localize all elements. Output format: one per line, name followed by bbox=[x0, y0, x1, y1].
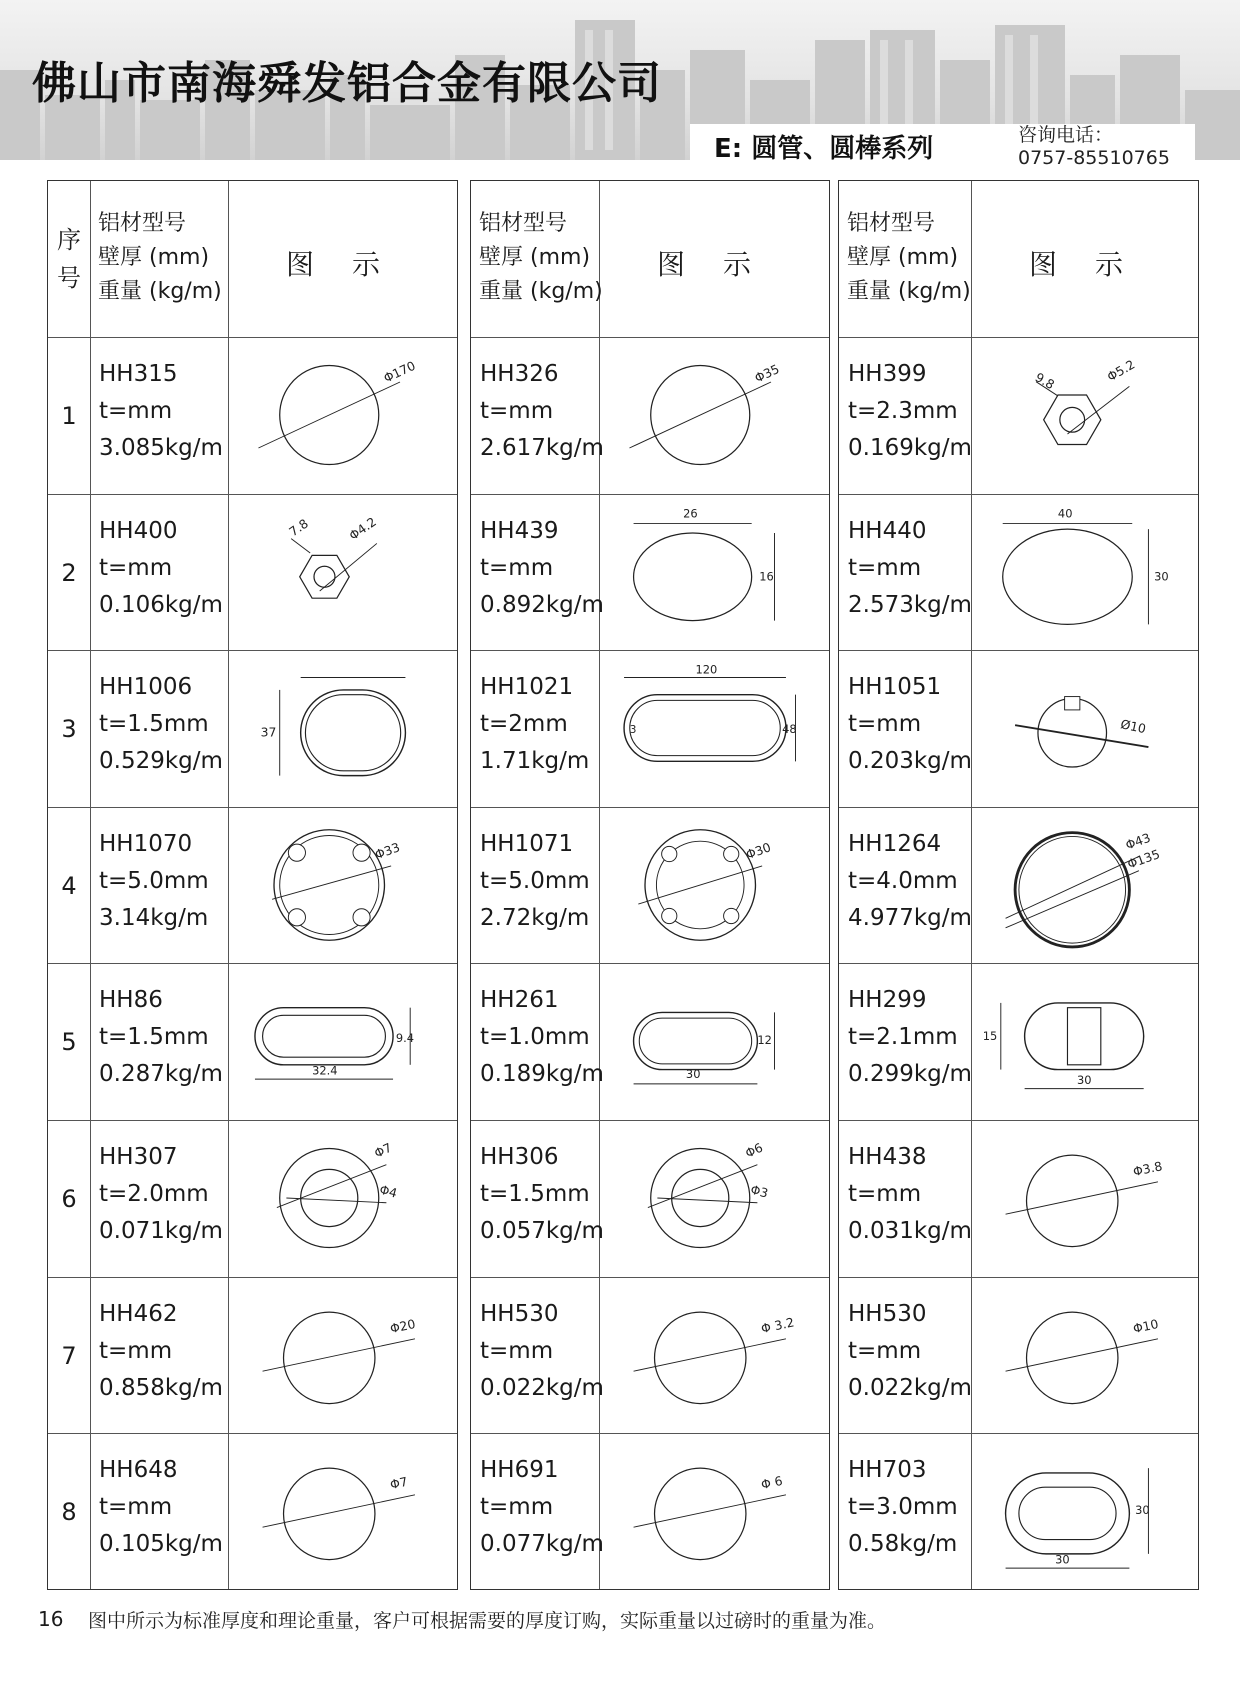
table-row bbox=[471, 495, 829, 652]
product-spec bbox=[848, 356, 972, 467]
product-spec bbox=[848, 982, 972, 1093]
dimension-label: 12 bbox=[757, 1033, 772, 1048]
wall-thickness: t=mm bbox=[480, 398, 554, 424]
profile-drawing bbox=[605, 810, 805, 960]
profile-drawing bbox=[977, 340, 1177, 490]
table-header-row bbox=[839, 181, 1198, 338]
product-spec bbox=[848, 1296, 972, 1407]
dimension-label: Φ10 bbox=[1131, 1316, 1160, 1336]
dimension-label: 120 bbox=[695, 662, 718, 677]
profile-drawing bbox=[977, 966, 1177, 1116]
table-header-row bbox=[471, 181, 829, 338]
wall-thickness: t=mm bbox=[99, 1494, 173, 1521]
dimension-label: Φ4 bbox=[377, 1182, 399, 1201]
product-model: HH299 bbox=[848, 987, 927, 1014]
contact-phone: 0757-85510765 bbox=[1018, 147, 1170, 169]
product-model: HH1051 bbox=[848, 674, 942, 701]
header-label: 铝材型号 bbox=[98, 211, 187, 236]
unit-weight: 0.203kg/m bbox=[848, 748, 972, 775]
unit-weight: 0.071kg/m bbox=[99, 1218, 223, 1244]
profile-drawing bbox=[234, 1123, 434, 1273]
table-row bbox=[48, 808, 457, 965]
profile-drawing bbox=[234, 810, 434, 960]
product-model: HH326 bbox=[480, 361, 559, 387]
dimension-label: 7.8 bbox=[286, 516, 311, 539]
profile-drawing bbox=[234, 340, 434, 490]
header-label: 壁厚 (mm) bbox=[98, 245, 210, 270]
table-row bbox=[839, 808, 1198, 965]
profile-drawing-icon bbox=[234, 1123, 434, 1273]
profile-drawing-icon bbox=[605, 340, 805, 490]
table-row bbox=[839, 651, 1198, 808]
table-row bbox=[471, 1434, 829, 1591]
wall-thickness: t=2.3mm bbox=[848, 398, 958, 424]
table-row bbox=[48, 1121, 457, 1278]
dimension-label: 40 bbox=[1057, 506, 1073, 521]
wall-thickness: t=2mm bbox=[480, 711, 568, 738]
product-model: HH438 bbox=[848, 1144, 927, 1170]
product-table-panel bbox=[47, 180, 458, 1590]
header-label: 铝材型号 bbox=[479, 211, 568, 236]
product-spec bbox=[848, 669, 972, 780]
wall-thickness: t=4.0mm bbox=[848, 867, 958, 894]
wall-thickness: t=mm bbox=[848, 711, 922, 738]
seq-header: 序 号 bbox=[57, 226, 81, 292]
product-spec bbox=[99, 826, 209, 937]
unit-weight: 1.71kg/m bbox=[480, 748, 590, 775]
profile-drawing-icon bbox=[605, 1280, 805, 1430]
unit-weight: 0.892kg/m bbox=[480, 591, 604, 618]
row-number: 5 bbox=[61, 1028, 77, 1057]
table-row bbox=[471, 1121, 829, 1278]
table-row bbox=[471, 651, 829, 808]
unit-weight: 3.085kg/m bbox=[99, 435, 223, 461]
product-model: HH703 bbox=[848, 1457, 927, 1484]
unit-weight: 2.573kg/m bbox=[848, 591, 972, 618]
profile-drawing-icon bbox=[234, 1436, 434, 1586]
product-spec bbox=[99, 1452, 223, 1563]
profile-drawing bbox=[605, 1436, 805, 1586]
wall-thickness: t=mm bbox=[99, 554, 173, 581]
profile-drawing bbox=[234, 653, 434, 803]
profile-drawing bbox=[234, 1436, 434, 1586]
dimension-label: 16 bbox=[759, 569, 774, 584]
dimension-label: Φ4.2 bbox=[346, 514, 379, 543]
dimension-label: Φ6 bbox=[743, 1140, 766, 1161]
product-spec bbox=[99, 1296, 223, 1407]
product-model: HH400 bbox=[99, 517, 178, 544]
dimension-label: 30 bbox=[1055, 1552, 1070, 1567]
table-header-row bbox=[48, 181, 457, 338]
profile-drawing-icon bbox=[234, 340, 434, 490]
header-label: 重量 (kg/m) bbox=[847, 279, 971, 304]
table-row bbox=[48, 495, 457, 652]
dimension-label: Φ3 bbox=[748, 1182, 770, 1201]
wall-thickness: t=mm bbox=[480, 1494, 554, 1521]
table-row bbox=[471, 964, 829, 1121]
profile-drawing bbox=[977, 1436, 1177, 1586]
product-spec bbox=[480, 1139, 604, 1250]
dimension-label: 32.4 bbox=[312, 1063, 338, 1078]
header-label: 壁厚 (mm) bbox=[479, 245, 591, 270]
table-row bbox=[471, 808, 829, 965]
row-number: 1 bbox=[61, 402, 77, 430]
row-number: 6 bbox=[61, 1185, 77, 1213]
product-spec bbox=[848, 513, 972, 624]
wall-thickness: t=mm bbox=[480, 1337, 554, 1364]
wall-thickness: t=1.0mm bbox=[480, 1024, 590, 1051]
product-model: HH648 bbox=[99, 1457, 178, 1484]
figure-header: 图示 bbox=[286, 248, 419, 281]
wall-thickness: t=mm bbox=[480, 554, 554, 581]
dimension-label: Φ33 bbox=[373, 840, 402, 862]
dimension-label: Φ20 bbox=[388, 1316, 417, 1336]
profile-drawing-icon bbox=[234, 1280, 434, 1430]
wall-thickness: t=5.0mm bbox=[99, 867, 209, 894]
unit-weight: 0.031kg/m bbox=[848, 1218, 972, 1244]
profile-drawing bbox=[605, 497, 805, 647]
wall-thickness: t=mm bbox=[848, 554, 922, 581]
wall-thickness: t=mm bbox=[848, 1337, 922, 1364]
dimension-label: Φ43 bbox=[1123, 830, 1153, 853]
product-spec bbox=[480, 356, 604, 467]
table-row bbox=[48, 651, 457, 808]
table-row bbox=[471, 338, 829, 495]
profile-drawing-icon bbox=[977, 653, 1177, 803]
profile-drawing-icon bbox=[977, 1280, 1177, 1430]
profile-drawing-icon bbox=[234, 966, 434, 1116]
product-spec bbox=[848, 826, 972, 937]
profile-drawing-icon bbox=[977, 1123, 1177, 1273]
unit-weight: 0.529kg/m bbox=[99, 748, 223, 775]
model-spec-header bbox=[98, 207, 222, 309]
product-model: HH691 bbox=[480, 1457, 559, 1484]
product-model: HH1070 bbox=[99, 830, 193, 857]
dimension-label: Φ7 bbox=[372, 1140, 395, 1161]
wall-thickness: t=1.5mm bbox=[480, 1181, 590, 1207]
product-spec bbox=[99, 1139, 223, 1250]
header-label: 壁厚 (mm) bbox=[847, 245, 959, 270]
unit-weight: 0.022kg/m bbox=[480, 1374, 604, 1401]
product-spec bbox=[480, 826, 590, 937]
product-model: HH399 bbox=[848, 361, 927, 387]
product-table-panel bbox=[470, 180, 830, 1590]
unit-weight: 4.977kg/m bbox=[848, 904, 972, 931]
profile-drawing bbox=[234, 966, 434, 1116]
product-model: HH1264 bbox=[848, 830, 942, 857]
unit-weight: 2.72kg/m bbox=[480, 904, 590, 931]
product-model: HH1006 bbox=[99, 674, 193, 701]
wall-thickness: t=mm bbox=[99, 398, 173, 424]
table-row bbox=[471, 1278, 829, 1435]
table-row bbox=[839, 964, 1198, 1121]
product-model: HH1071 bbox=[480, 830, 574, 857]
dimension-label: 3 bbox=[629, 723, 637, 736]
profile-drawing bbox=[234, 1280, 434, 1430]
dimension-label: 15 bbox=[982, 1029, 998, 1044]
dimension-label: Φ5.2 bbox=[1104, 357, 1138, 385]
profile-drawing-icon bbox=[977, 966, 1177, 1116]
unit-weight: 3.14kg/m bbox=[99, 904, 209, 931]
profile-drawing bbox=[977, 653, 1177, 803]
row-number: 2 bbox=[61, 558, 77, 587]
profile-drawing bbox=[605, 966, 805, 1116]
header-label: 重量 (kg/m) bbox=[98, 279, 222, 304]
row-number: 7 bbox=[61, 1341, 77, 1370]
unit-weight: 0.189kg/m bbox=[480, 1061, 604, 1088]
dimension-label: Φ170 bbox=[381, 358, 418, 386]
unit-weight: 0.057kg/m bbox=[480, 1218, 604, 1244]
product-spec bbox=[480, 982, 604, 1093]
series-title: E: 圆管、圆棒系列 bbox=[714, 134, 934, 164]
profile-drawing-icon bbox=[977, 340, 1177, 490]
product-model: HH1021 bbox=[480, 674, 574, 701]
product-spec bbox=[848, 1452, 958, 1563]
unit-weight: 0.169kg/m bbox=[848, 435, 972, 461]
profile-drawing bbox=[605, 653, 805, 803]
product-model: HH86 bbox=[99, 987, 163, 1014]
profile-drawing-icon bbox=[977, 1436, 1177, 1586]
dimension-label: 30 bbox=[685, 1067, 701, 1082]
product-spec bbox=[848, 1139, 972, 1250]
footer-note: 图中所示为标准厚度和理论重量，客户可根据需要的厚度订购，实际重量以过磅时的重量为准。 bbox=[88, 1610, 887, 1632]
profile-drawing bbox=[605, 340, 805, 490]
unit-weight: 0.022kg/m bbox=[848, 1374, 972, 1401]
dimension-label: Φ 6 bbox=[759, 1474, 784, 1493]
table-row bbox=[48, 1278, 457, 1435]
unit-weight: 0.858kg/m bbox=[99, 1374, 223, 1401]
unit-weight: 0.106kg/m bbox=[99, 591, 223, 618]
header-label: 铝材型号 bbox=[847, 211, 936, 236]
product-spec bbox=[480, 513, 604, 624]
product-model: HH530 bbox=[480, 1300, 559, 1327]
dimension-label: 30 bbox=[1154, 569, 1169, 584]
table-row bbox=[839, 1278, 1198, 1435]
table-row bbox=[48, 1434, 457, 1591]
dimension-label: Φ 3.2 bbox=[759, 1314, 796, 1336]
figure-header: 图示 bbox=[657, 248, 790, 281]
wall-thickness: t=3.0mm bbox=[848, 1494, 958, 1521]
table-row bbox=[839, 1434, 1198, 1591]
product-model: HH462 bbox=[99, 1300, 178, 1327]
product-spec bbox=[99, 356, 223, 467]
unit-weight: 0.105kg/m bbox=[99, 1531, 223, 1558]
product-model: HH306 bbox=[480, 1144, 559, 1170]
product-spec bbox=[480, 1296, 604, 1407]
dimension-label: 9.4 bbox=[395, 1031, 415, 1046]
model-spec-header bbox=[479, 207, 603, 309]
row-number: 3 bbox=[61, 715, 77, 744]
dimension-label: Φ3.8 bbox=[1131, 1159, 1164, 1180]
profile-drawing-icon bbox=[605, 497, 805, 647]
contact-info bbox=[1018, 124, 1170, 170]
profile-drawing-icon bbox=[234, 653, 434, 803]
product-spec bbox=[480, 1452, 604, 1563]
dimension-label: 48 bbox=[782, 721, 797, 736]
row-number: 4 bbox=[61, 871, 77, 900]
figure-header: 图示 bbox=[1029, 248, 1162, 281]
company-name: 佛山市南海舜发铝合金有限公司 bbox=[32, 58, 662, 109]
unit-weight: 0.299kg/m bbox=[848, 1061, 972, 1088]
profile-drawing-icon bbox=[605, 1436, 805, 1586]
unit-weight: 2.617kg/m bbox=[480, 435, 604, 461]
dimension-label: 30 bbox=[1077, 1073, 1092, 1088]
wall-thickness: t=2.0mm bbox=[99, 1181, 209, 1207]
product-model: HH440 bbox=[848, 517, 927, 544]
table-row bbox=[839, 495, 1198, 652]
profile-drawing-icon bbox=[234, 810, 434, 960]
dimension-label: Φ135 bbox=[1125, 846, 1162, 872]
dimension-label: Φ35 bbox=[752, 361, 782, 386]
profile-drawing-icon bbox=[977, 810, 1177, 960]
profile-drawing bbox=[605, 1123, 805, 1273]
header-label: 重量 (kg/m) bbox=[479, 279, 603, 304]
dimension-label: 30 bbox=[1135, 1503, 1150, 1518]
wall-thickness: t=mm bbox=[848, 1181, 922, 1207]
wall-thickness: t=1.5mm bbox=[99, 1024, 209, 1051]
dimension-label: 37 bbox=[260, 725, 277, 740]
table-row bbox=[48, 964, 457, 1121]
wall-thickness: t=2.1mm bbox=[848, 1024, 958, 1051]
dimension-label: Ø10 bbox=[1119, 717, 1148, 737]
dimension-label: 26 bbox=[683, 506, 698, 521]
profile-drawing bbox=[977, 1123, 1177, 1273]
profile-drawing bbox=[977, 497, 1177, 647]
product-spec bbox=[480, 669, 589, 780]
profile-drawing bbox=[234, 497, 434, 647]
product-spec bbox=[99, 982, 223, 1093]
wall-thickness: t=5.0mm bbox=[480, 867, 590, 894]
dimension-label: 9.8 bbox=[1032, 370, 1057, 393]
dimension-label: Φ30 bbox=[744, 840, 773, 862]
profile-drawing bbox=[977, 810, 1177, 960]
table-row bbox=[839, 1121, 1198, 1278]
wall-thickness: t=mm bbox=[99, 1337, 173, 1364]
product-model: HH439 bbox=[480, 517, 559, 544]
wall-thickness: t=1.5mm bbox=[99, 711, 209, 738]
product-model: HH261 bbox=[480, 987, 559, 1014]
model-spec-header bbox=[847, 207, 971, 309]
row-number: 8 bbox=[61, 1498, 77, 1527]
profile-drawing bbox=[605, 1280, 805, 1430]
unit-weight: 0.077kg/m bbox=[480, 1531, 604, 1558]
unit-weight: 0.58kg/m bbox=[848, 1531, 958, 1558]
profile-drawing-icon bbox=[977, 497, 1177, 647]
product-model: HH530 bbox=[848, 1300, 927, 1327]
unit-weight: 0.287kg/m bbox=[99, 1061, 223, 1088]
profile-drawing-icon bbox=[605, 966, 805, 1116]
profile-drawing-icon bbox=[234, 497, 434, 647]
profile-drawing-icon bbox=[605, 1123, 805, 1273]
profile-drawing-icon bbox=[605, 810, 805, 960]
dimension-label: Φ7 bbox=[388, 1474, 410, 1493]
contact-label: 咨询电话： bbox=[1018, 124, 1114, 146]
page-number: 16 bbox=[38, 1607, 64, 1631]
product-spec bbox=[99, 513, 223, 624]
table-row bbox=[48, 338, 457, 495]
profile-drawing-icon bbox=[605, 653, 805, 803]
table-row bbox=[839, 338, 1198, 495]
product-table-panel bbox=[838, 180, 1199, 1590]
product-spec bbox=[99, 669, 223, 780]
product-model: HH307 bbox=[99, 1144, 178, 1170]
product-model: HH315 bbox=[99, 361, 178, 387]
profile-drawing bbox=[977, 1280, 1177, 1430]
